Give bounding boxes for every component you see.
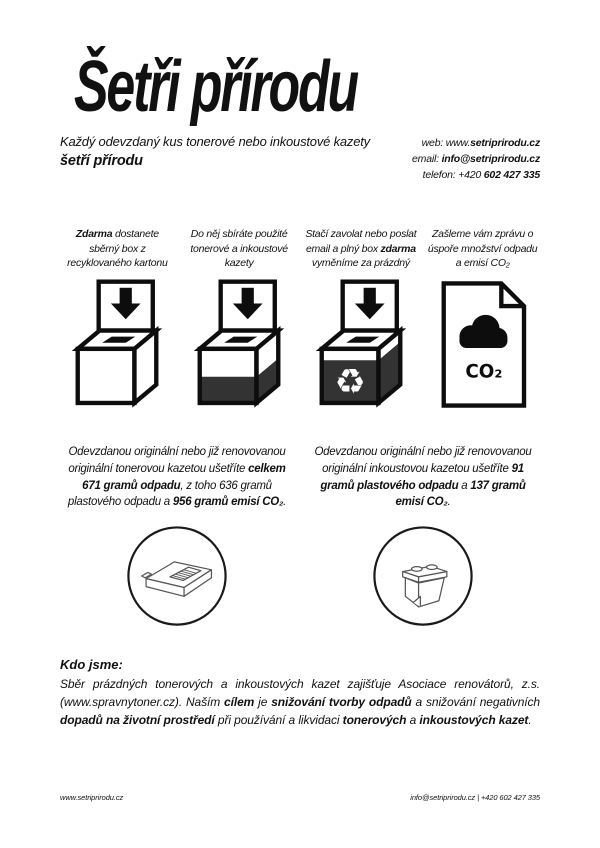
steps-section [60,227,540,410]
toner-cartridge-icon [124,523,230,629]
collection-box-empty-icon [69,279,165,410]
ink-cartridge-icon [370,523,476,629]
step-2 [182,227,297,410]
toner-savings-figure [60,523,294,629]
collection-box-full-recycle-icon [313,279,409,410]
step-4-text: Zašleme vám zprávu o úspoře množství odpadu a emisí CO₂ [427,228,538,269]
savings-section [60,444,540,629]
co2-report-page-icon [435,279,531,410]
contact-line-phone: telefon: +420 602 427 335 [422,169,540,182]
recycle-icon: ♻ [334,362,366,403]
step-3-figure [304,279,419,410]
subtitle-emphasis: šetří přírodu [60,153,143,170]
step-2-figure [182,279,297,410]
ink-savings-text: Odevzdanou originální nebo již renovovanou originální inkoustovou kazetou ušetříte 91 gramů plastového odpadu a 137 gramů emisí CO₂. [314,446,532,509]
contact-info [412,132,540,184]
collection-box-half-full-icon [191,279,287,410]
footer-website: www.setriprirodu.cz [60,793,124,802]
contact-line-web: web: www.setriprirodu.cz [421,136,540,149]
about-section [60,657,540,729]
contact-line-email: email: info@setriprirodu.cz [412,152,540,165]
about-paragraph: Sběr prázdných tonerových a inkoustových kazet zajišťuje Asociace renovátorů, z.s. (www.spravnytoner.cz). Naším cílem je snižování tvorby odpadů a snižování negativních dopadů na životní prostředí při používání a likvidaci tonerových a inkoustových kazet. [60,677,540,728]
step-1 [60,227,175,410]
toner-savings [60,444,294,629]
step-2-text: Do něj sbíráte použité tonerové a inkoustové kazety [190,228,288,269]
co2-label: CO₂ [464,362,503,384]
ink-savings-figure [306,523,540,629]
about-heading: Kdo jsme: [60,657,123,673]
step-4-figure [425,279,540,410]
step-3 [304,227,419,410]
header-row [60,132,540,184]
footer-contact: info@setriprirodu.cz | +420 602 427 335 [410,793,540,802]
step-3-text: Stačí zavolat nebo poslat email a plný box zdarma vyměníme za prázdný [305,228,417,269]
ink-savings [306,444,540,629]
subtitle-line1: Každý odevzdaný kus tonerové nebo inkoustové kazety [60,133,370,149]
subtitle [60,132,370,173]
footer [60,793,540,802]
page-title: Šetři přírodu [74,47,357,127]
step-1-figure [60,279,175,410]
step-4 [425,227,540,410]
step-1-text: Zdarma dostanete sběrný box z recyklovaného kartonu [67,228,168,269]
toner-savings-text: Odevzdanou originální nebo již renovovanou originální tonerovou kazetou ušetříte celkem 671 gramů odpadu, z toho 636 gramů plastového odpadu a 956 gramů emisí CO₂. [67,446,287,509]
